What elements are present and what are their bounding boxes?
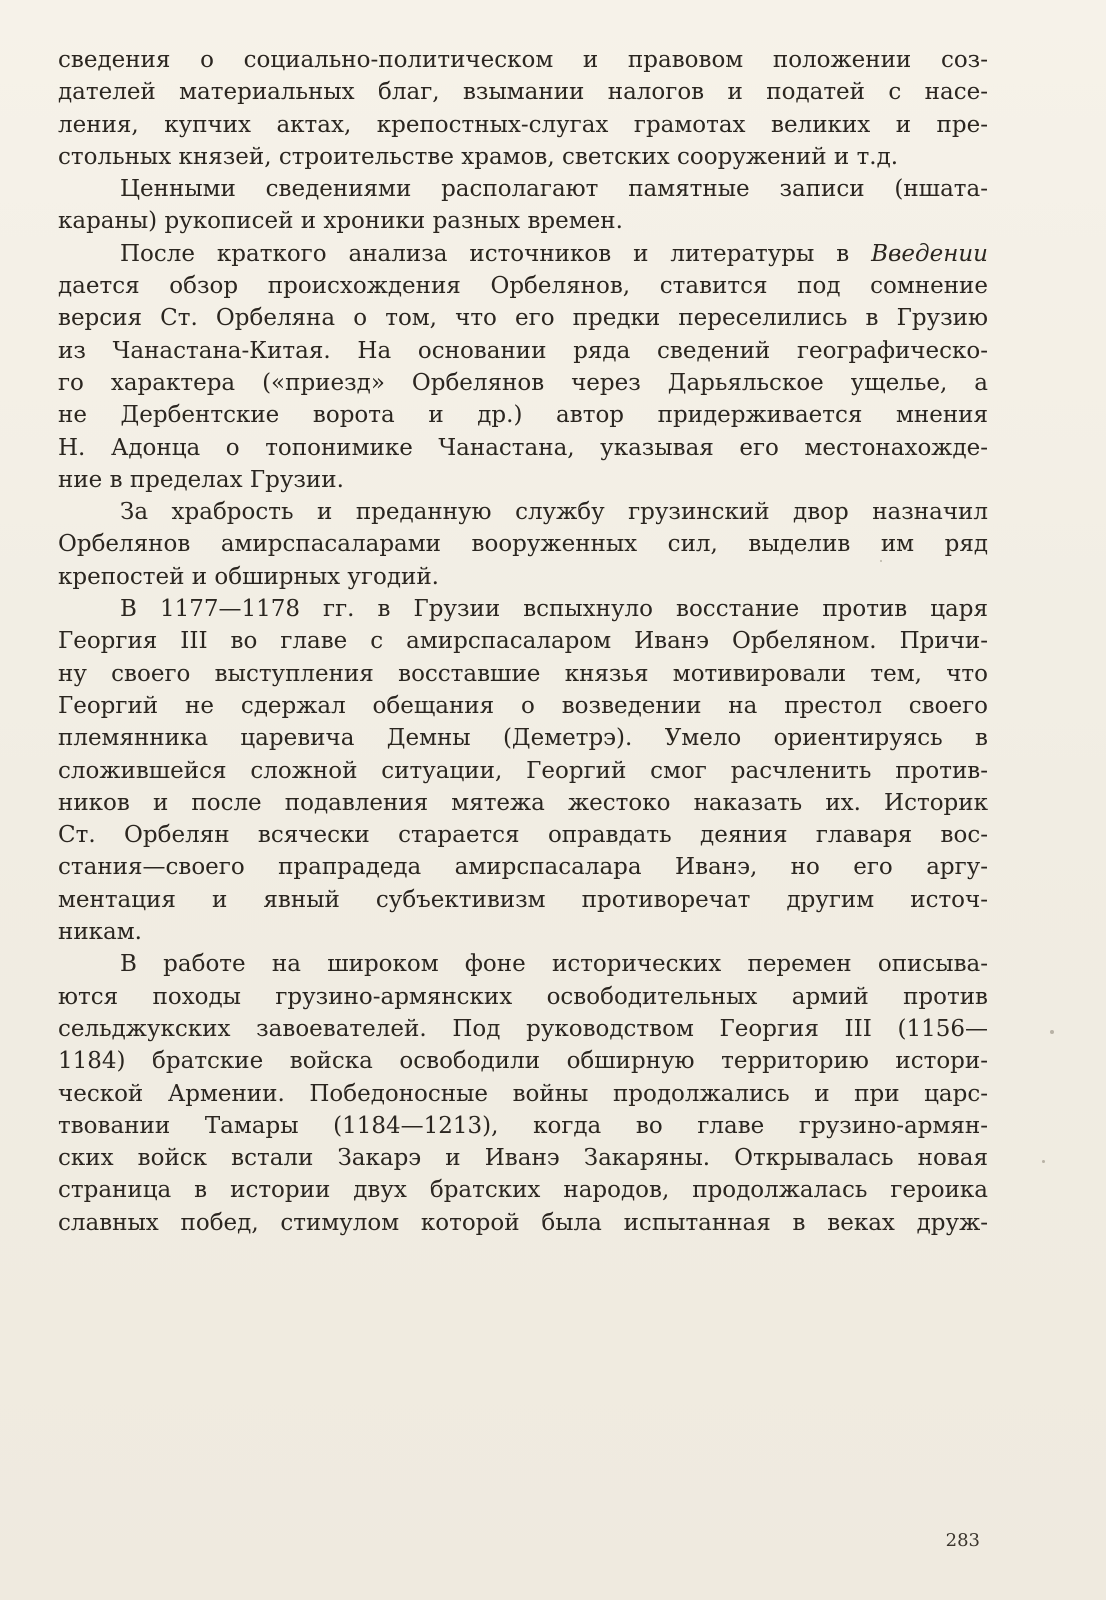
text-line: версия Ст. Орбеляна о том, что его предки переселились в Грузию bbox=[58, 305, 988, 332]
text-line: сложившейся сложной ситуации, Георгий смог расчленить против- bbox=[58, 757, 988, 784]
paragraph bbox=[58, 948, 988, 1239]
text-line: крепостей и обширных угодий. bbox=[58, 563, 439, 590]
paragraph bbox=[58, 496, 988, 593]
text-line: никам. bbox=[58, 919, 142, 946]
text-line: Георгий не сдержал обещания о возведении на престол своего bbox=[58, 692, 988, 719]
text-line: сведения о социально-политическом и правовом положении соз- bbox=[58, 47, 988, 73]
text-line: 1184) братские войска освободили обширную территорию истори- bbox=[58, 1048, 988, 1075]
paragraph bbox=[58, 44, 988, 173]
page-number: 283 bbox=[945, 1530, 980, 1551]
text-line: твовании Тамары (1184—1213), когда во главе грузино-армян- bbox=[58, 1112, 988, 1139]
text-line: Ст. Орбелян всячески старается оправдать деяния главаря вос- bbox=[58, 822, 988, 849]
paragraph bbox=[58, 173, 988, 238]
text-line: ских войск встали Закарэ и Иванэ Закаряны. Открывалась новая bbox=[58, 1145, 988, 1172]
text-line: ников и после подавления мятежа жестоко наказать их. Историк bbox=[58, 789, 988, 816]
text-line: Орбелянов амирспасаларами вооруженных сил, выделив им ряд bbox=[58, 531, 988, 558]
text-line: ментация и явный субъективизм противоречат другим источ- bbox=[58, 886, 988, 913]
body-text bbox=[58, 44, 988, 1239]
text-line: ются походы грузино-армянских освободительных армий против bbox=[58, 983, 988, 1010]
text-line: ления, купчих актах, крепостных-слугах грамотах великих и пре- bbox=[58, 111, 988, 138]
paper-speck bbox=[1050, 1030, 1054, 1034]
text-line: ческой Армении. Победоносные войны продолжались и при царс- bbox=[58, 1080, 988, 1107]
text-line: ние в пределах Грузии. bbox=[58, 466, 344, 493]
text-line: не Дербентские ворота и др.) автор придерживается мнения bbox=[58, 402, 988, 429]
text-line: В 1177—1178 гг. в Грузии вспыхнуло восстание против царя bbox=[120, 596, 988, 623]
text-line: сельджукских завоевателей. Под руководством Георгия III (1156— bbox=[58, 1015, 988, 1042]
text-line: племянника царевича Демны (Деметрэ). Умело ориентируясь в bbox=[58, 725, 988, 752]
text-line: Георгия III во главе с амирспасаларом Иванэ Орбеляном. Причи- bbox=[58, 628, 988, 655]
italic-title: Введении bbox=[871, 240, 988, 267]
paragraph bbox=[58, 238, 988, 496]
text-line: страница в истории двух братских народов, продолжалась героика bbox=[58, 1177, 988, 1204]
text-line: стольных князей, строительстве храмов, светских сооружений и т.д. bbox=[58, 143, 899, 170]
paper-speck bbox=[1042, 1160, 1045, 1163]
text-line: В работе на широком фоне исторических перемен описыва- bbox=[120, 951, 988, 978]
text-line: славных побед, стимулом которой была испытанная в веках друж- bbox=[58, 1209, 988, 1236]
text-line: дается обзор происхождения Орбелянов, ставится под сомнение bbox=[58, 273, 988, 300]
text-line: из Чанастана-Китая. На основании ряда сведений географическо- bbox=[58, 337, 988, 364]
text-line: караны) рукописей и хроники разных времен. bbox=[58, 208, 623, 235]
text-run: После краткого анализа источников и литературы в bbox=[120, 240, 872, 267]
text-line: Ценными сведениями располагают памятные записи (ншата- bbox=[120, 176, 988, 203]
text-line: За храбрость и преданную службу грузинский двор назначил bbox=[120, 499, 988, 526]
text-line: го характера («приезд» Орбелянов через Дарьяльское ущелье, а bbox=[58, 369, 988, 396]
text-line: Н. Адонца о топонимике Чанастана, указывая его местонахожде- bbox=[58, 434, 988, 461]
paragraph bbox=[58, 593, 988, 948]
text-line: ну своего выступления восставшие князья мотивировали тем, что bbox=[58, 660, 988, 687]
text-line: стания—своего прапрадеда амирспасалара Иванэ, но его аргу- bbox=[58, 854, 988, 881]
text-line bbox=[58, 238, 988, 270]
text-line: дателей материальных благ, взымании налогов и податей с насе- bbox=[58, 79, 988, 106]
